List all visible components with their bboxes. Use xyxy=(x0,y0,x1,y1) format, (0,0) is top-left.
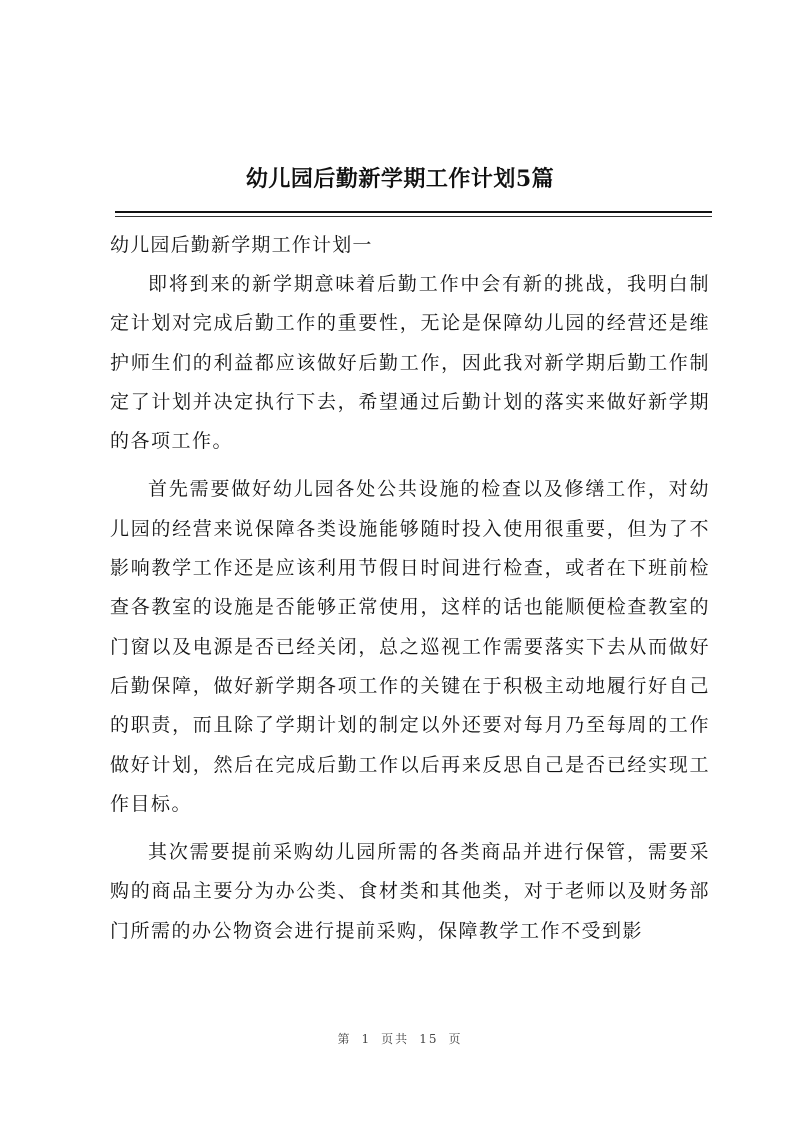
title-rule-thin xyxy=(115,216,712,217)
page-footer xyxy=(0,1030,800,1047)
footer-total-pages: 15 xyxy=(419,1032,439,1046)
document-title: 幼儿园后勤新学期工作计划5篇 xyxy=(245,166,555,192)
paragraph-2: 首先需要做好幼儿园各处公共设施的检查以及修缮工作，对幼儿园的经营来说保障各类设施能够随时投入使用很重要，但为了不影响教学工作还是应该利用节假日时间进行检查，或者在下班前检查各教室的设施是否能够正常使用，这样的话也能顺便检查教室的门窗以及电源是否已经关闭，总之巡视工作需要落实下去从而做好后勤保障，做好新学期各项工作的关键在于积极主动地履行好自己的职责，而且除了学期计划的制定以外还要对每月乃至每周的工作做好计划，然后在完成后勤工作以后再来反思自己是否已经实现工作目标。 xyxy=(110,478,710,815)
footer-prefix: 第 xyxy=(337,1032,352,1046)
footer-current-page: 1 xyxy=(361,1032,372,1046)
document-body xyxy=(110,226,710,960)
footer-mid: 页共 xyxy=(381,1032,410,1046)
footer-suffix: 页 xyxy=(448,1032,463,1046)
title-rule-thick xyxy=(115,211,712,213)
section-heading: 幼儿园后勤新学期工作计划一 xyxy=(110,234,373,256)
paragraph-3: 其次需要提前采购幼儿园所需的各类商品并进行保管，需要采购的商品主要分为办公类、食材类和其他类，对于老师以及财务部门所需的办公物资会进行提前采购，保障教学工作不受到影 xyxy=(110,841,710,942)
paragraph-1: 即将到来的新学期意味着后勤工作中会有新的挑战，我明白制定计划对完成后勤工作的重要性，无论是保障幼儿园的经营还是维护师生们的利益都应该做好后勤工作，因此我对新学期后勤工作制定了计划并决定执行下去，希望通过后勤计划的落实来做好新学期的各项工作。 xyxy=(110,273,710,453)
